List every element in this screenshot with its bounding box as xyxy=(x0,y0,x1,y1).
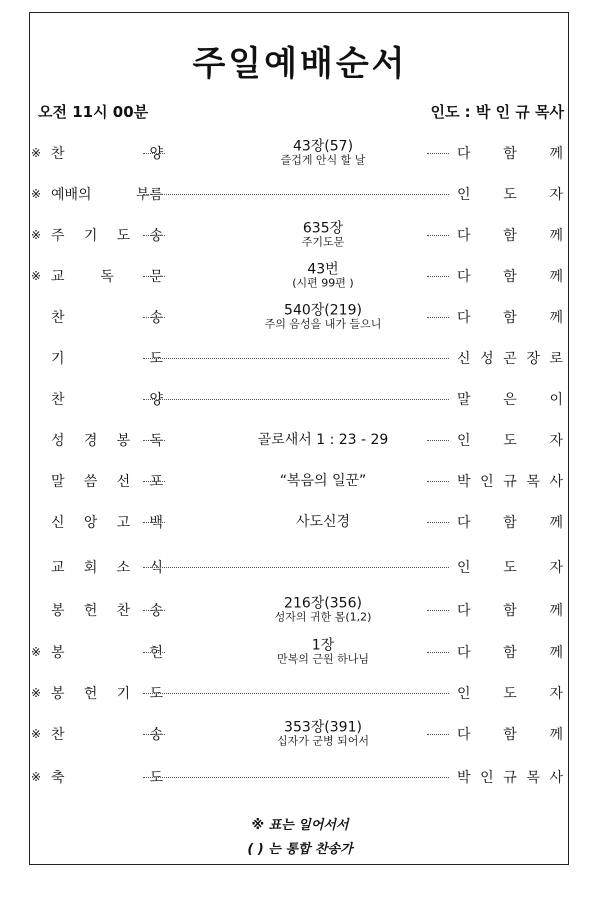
service-item-detail xyxy=(195,139,451,168)
leader-dots xyxy=(143,652,165,653)
service-item xyxy=(31,215,569,255)
service-item-sub: 즐겁게 안식 할 날 xyxy=(280,153,366,167)
service-item xyxy=(31,461,569,501)
service-item-detail xyxy=(195,596,451,625)
leader-dots xyxy=(143,481,165,482)
service-item-detail xyxy=(195,638,451,667)
service-item-person: 박 인 규 목 사 xyxy=(457,770,563,786)
footer-note-hymnal: ( ) 는 통합 찬송가 xyxy=(247,842,353,857)
service-item-main: “복음의 일꾼” xyxy=(279,472,367,489)
standing-mark: ※ xyxy=(31,727,42,741)
service-item xyxy=(31,590,569,630)
leader-dots xyxy=(427,153,449,154)
service-item xyxy=(31,502,569,542)
leader-dots xyxy=(427,481,449,482)
service-item-label: 찬 양 xyxy=(51,392,163,408)
service-item-detail xyxy=(195,473,451,489)
leader-dots xyxy=(143,276,165,277)
leader-dots xyxy=(143,693,449,694)
service-item xyxy=(31,338,569,378)
service-item-person: 다 함 께 xyxy=(457,645,563,661)
service-leader: 인도 : 박 인 규 목사 xyxy=(430,103,564,121)
service-item xyxy=(31,714,569,754)
leader-dots xyxy=(427,276,449,277)
leader-dots xyxy=(427,440,449,441)
service-item-main: 사도신경 xyxy=(295,513,351,530)
service-item-sub: (시편 99편 ) xyxy=(292,276,354,290)
service-item-label: 봉 헌 xyxy=(51,645,163,661)
service-item-main: 216장(356) xyxy=(284,595,362,612)
service-item xyxy=(31,256,569,296)
leader-dots xyxy=(143,522,165,523)
leader-dots xyxy=(427,652,449,653)
standing-mark: ※ xyxy=(31,645,42,659)
leader-dots xyxy=(143,358,449,359)
service-item xyxy=(31,133,569,173)
leader-dots xyxy=(143,440,165,441)
service-item-person: 인 도 자 xyxy=(457,560,563,576)
standing-mark: ※ xyxy=(31,228,42,242)
service-item-label: 축 도 xyxy=(51,770,163,786)
service-item-detail xyxy=(195,514,451,530)
leader-dots xyxy=(143,194,449,195)
service-item-main: 43번 xyxy=(307,261,339,278)
standing-mark: ※ xyxy=(31,146,42,160)
service-item xyxy=(31,547,569,587)
leader-dots xyxy=(427,522,449,523)
service-item-sub: 주기도문 xyxy=(301,235,345,249)
service-item-label: 성 경 봉 독 xyxy=(51,433,163,449)
service-item-detail xyxy=(195,432,451,448)
service-item-main: 353장(391) xyxy=(284,719,362,736)
service-item-main: 1장 xyxy=(311,637,335,654)
service-item-sub: 십자가 군병 되어서 xyxy=(276,734,369,748)
service-item-label: 교 회 소 식 xyxy=(51,560,163,576)
service-item-label: 봉 헌 기 도 xyxy=(51,686,163,702)
service-item xyxy=(31,174,569,214)
service-item xyxy=(31,632,569,672)
service-item-person: 다 함 께 xyxy=(457,228,563,244)
service-item xyxy=(31,757,569,797)
service-item-detail xyxy=(195,720,451,749)
service-item-sub: 성자의 귀한 몸(1,2) xyxy=(274,610,372,624)
service-time: 오전 11시 00분 xyxy=(38,103,149,121)
leader-dots xyxy=(143,153,165,154)
service-item-person: 다 함 께 xyxy=(457,727,563,743)
service-item-label: 찬 양 xyxy=(51,146,163,162)
service-item-label: 말 씀 선 포 xyxy=(51,474,163,490)
standing-mark: ※ xyxy=(31,770,42,784)
leader-dots xyxy=(427,235,449,236)
service-item-main: 635장 xyxy=(302,220,344,237)
leader-dots xyxy=(143,399,449,400)
page-title: 주일예배순서 xyxy=(192,44,408,84)
leader-dots xyxy=(427,610,449,611)
standing-mark: ※ xyxy=(31,686,42,700)
service-item xyxy=(31,673,569,713)
leader-dots xyxy=(143,317,165,318)
service-item-person: 다 함 께 xyxy=(457,269,563,285)
service-item-main: 540장(219) xyxy=(284,302,362,319)
service-item-person: 다 함 께 xyxy=(457,310,563,326)
leader-dots xyxy=(143,610,165,611)
service-item-label: 신 앙 고 백 xyxy=(51,515,163,531)
leader-dots xyxy=(143,777,449,778)
service-item xyxy=(31,379,569,419)
service-item-detail xyxy=(195,221,451,250)
service-item-label: 봉 헌 찬 송 xyxy=(51,603,163,619)
leader-dots xyxy=(143,734,165,735)
service-item-person: 인 도 자 xyxy=(457,187,563,203)
service-item-person: 말 은 이 xyxy=(457,392,563,408)
leader-dots xyxy=(427,734,449,735)
service-item-label: 기 도 xyxy=(51,351,163,367)
service-item-label: 주 기 도 송 xyxy=(51,228,163,244)
service-item-label: 찬 송 xyxy=(51,727,163,743)
service-item-person: 다 함 께 xyxy=(457,603,563,619)
standing-mark: ※ xyxy=(31,187,42,201)
service-item-main: 43장(57) xyxy=(292,138,354,155)
service-item-person: 신 성 곤 장 로 xyxy=(457,351,563,367)
service-item-label: 예배의 부름 xyxy=(51,187,163,203)
leader-dots xyxy=(143,235,165,236)
service-item-person: 인 도 자 xyxy=(457,433,563,449)
service-item-person: 인 도 자 xyxy=(457,686,563,702)
service-item-sub: 주의 음성을 내가 들으니 xyxy=(264,317,382,331)
service-item-detail xyxy=(195,262,451,291)
service-item-detail xyxy=(195,303,451,332)
service-item xyxy=(31,420,569,460)
service-item-person: 박 인 규 목 사 xyxy=(457,474,563,490)
service-item-label: 찬 송 xyxy=(51,310,163,326)
service-item-main: 골로새서 1 : 23 - 29 xyxy=(257,431,389,448)
leader-dots xyxy=(427,317,449,318)
standing-mark: ※ xyxy=(31,269,42,283)
service-item-label: 교 독 문 xyxy=(51,269,163,285)
service-item-person: 다 함 께 xyxy=(457,515,563,531)
footer-note-standing: ※ 표는 일어서서 xyxy=(251,818,349,833)
leader-dots xyxy=(143,567,449,568)
service-item-sub: 만복의 근원 하나님 xyxy=(276,652,369,666)
service-item xyxy=(31,297,569,337)
service-item-person: 다 함 께 xyxy=(457,146,563,162)
